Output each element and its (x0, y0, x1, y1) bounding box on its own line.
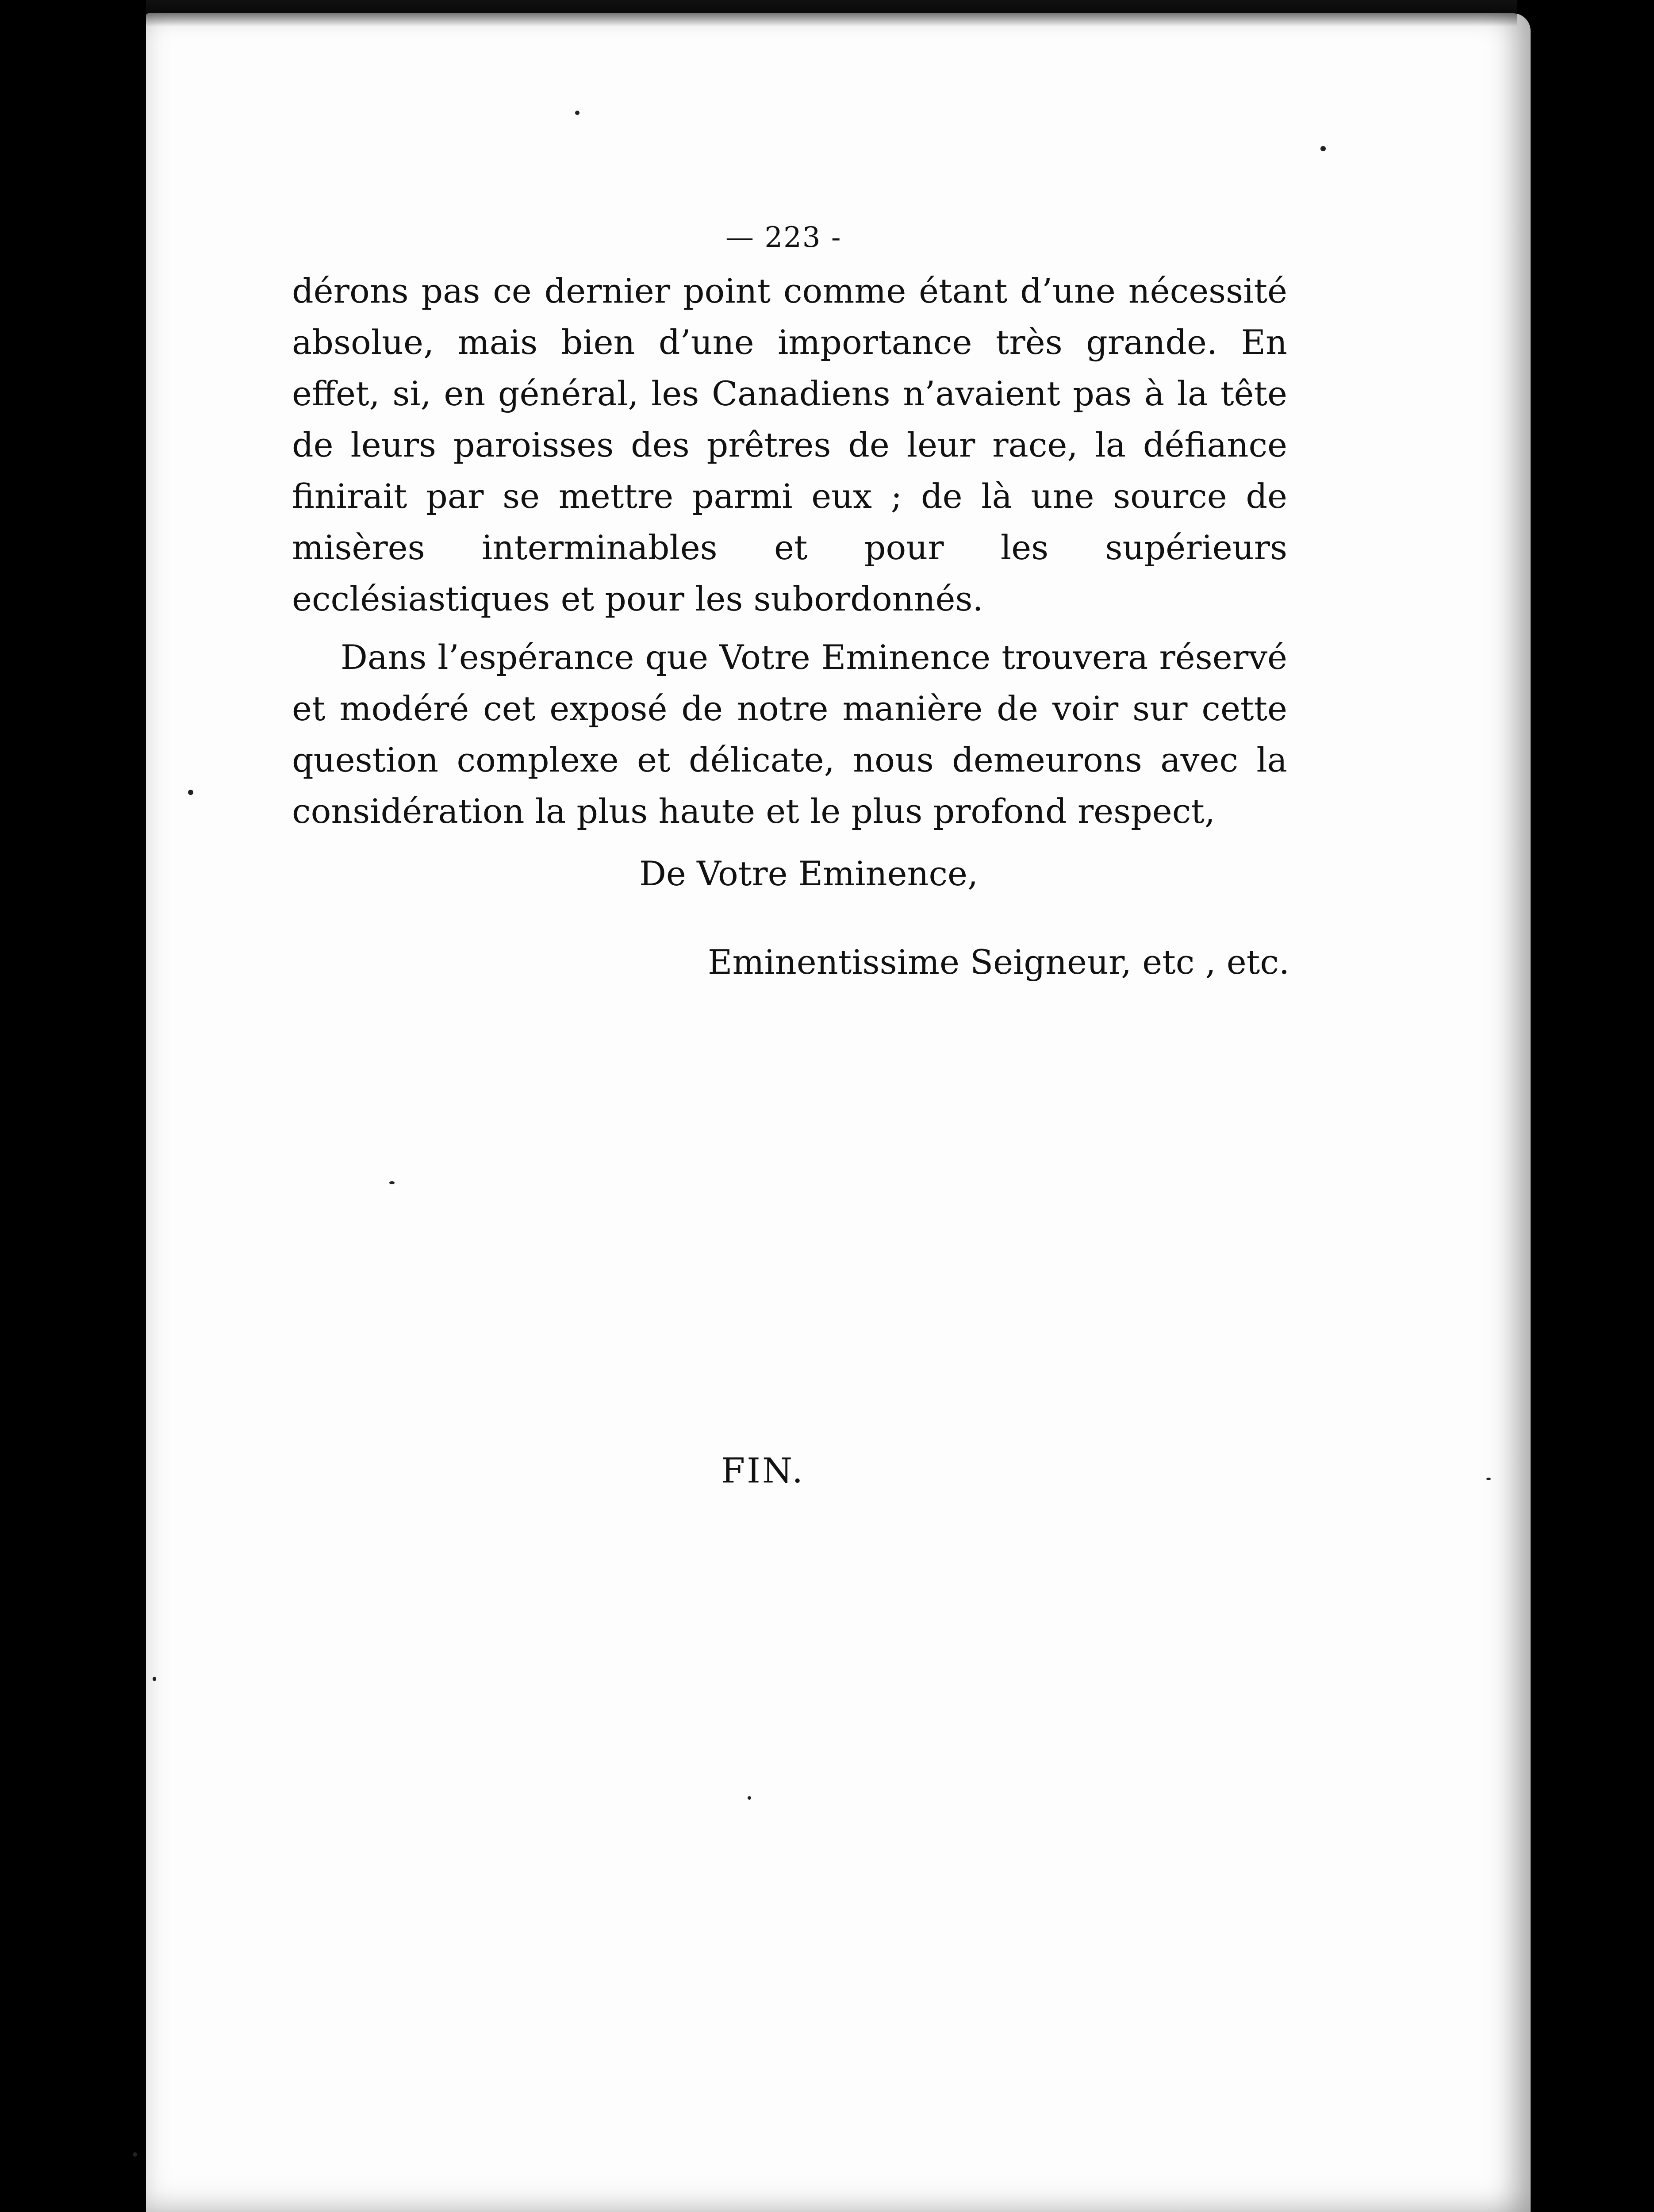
end-mark: FIN. (721, 1451, 805, 1491)
scan-left-border (0, 0, 146, 2212)
closing-salutation: De Votre Eminence, (639, 854, 979, 893)
scan-speck (748, 1796, 751, 1800)
scan-speck (133, 2152, 137, 2157)
scan-right-border (1521, 0, 1654, 2212)
body-text (292, 265, 1287, 837)
scan-speck (188, 790, 193, 795)
scan-speck (575, 111, 579, 115)
scan-speck (153, 1677, 156, 1681)
closing-title: Eminentissime Seigneur, etc , etc. (708, 942, 1290, 982)
paragraph: Dans l’espérance que Votre Eminence trouvera réservé et modéré cet exposé de notre manière de voir sur cette question complexe et délicate, nous demeurons avec la considération la plus haute et le plus profond respect, (292, 637, 1287, 831)
scan-speck (1320, 146, 1326, 151)
paragraph: dérons pas ce dernier point comme étant d’une nécessité absolue, mais bien d’une importance très grande. En effet, si, en général, les Canadiens n’avaient pas à la tête de leurs paroisses des prêtres de leur race, la défiance finirait par se mettre parmi eux ; de là une source de misères interminables et pour les supérieurs ecclésiastiques et pour les subordonnés. (292, 271, 1287, 618)
scan-top-edge (146, 0, 1517, 27)
scan-speck (389, 1181, 395, 1184)
page-number: — 223 - (725, 221, 842, 254)
scan-speck (1486, 1478, 1491, 1480)
